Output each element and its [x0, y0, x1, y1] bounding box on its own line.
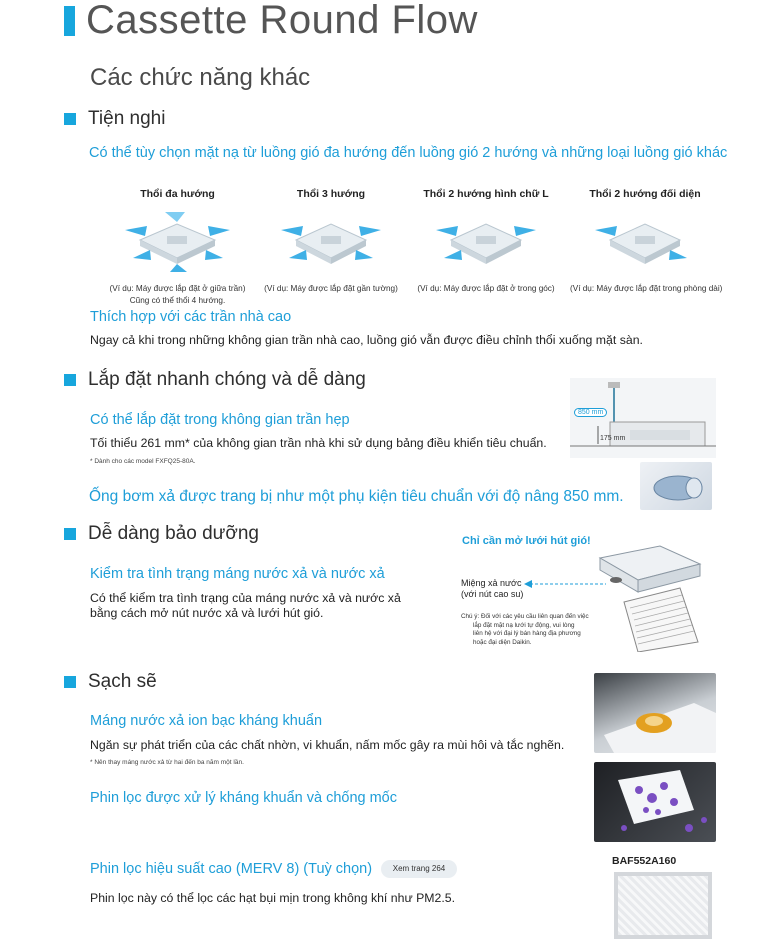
page-subtitle: Các chức năng khác — [90, 64, 311, 91]
filter-photo — [594, 762, 716, 842]
airflow-label: Thổi đa hướng — [140, 188, 215, 200]
airflow-caption-2: Cũng có thể thổi 4 hướng. — [129, 296, 226, 305]
airflow-caption: (Ví dụ: Máy được lắp đặt trong phòng dài) — [570, 284, 723, 293]
section-marker-icon — [64, 528, 76, 540]
drain-pan-photo — [594, 673, 716, 753]
airflow-card-opposite — [570, 188, 723, 295]
page-title: Cassette Round Flow — [86, 0, 478, 42]
merv-filter-photo — [614, 872, 712, 939]
narrow-ceiling-note: * Dành cho các model FXFQ25-80A. — [90, 458, 196, 465]
drain-pump-photo — [640, 462, 712, 510]
filter-model: BAF552A160 — [612, 855, 677, 867]
drain-outlet-label-line-1: Miệng xả nước — [461, 578, 522, 588]
drain-pan-note: * Nên thay máng nước xả từ hai đến ba năm một lần. — [90, 759, 244, 766]
drain-pump-text: Ống bơm xả được trang bị như một phụ kiện tiêu chuẩn với độ nâng 850 mm. — [89, 488, 624, 505]
note-line: hoặc đại diện Daikin. — [473, 638, 532, 646]
filter-mold-icon — [594, 762, 716, 842]
high-ceiling-title: Thích hợp với các trần nhà cao — [90, 309, 292, 325]
airflow-label: Thổi 2 hướng đối diện — [589, 188, 701, 200]
section-marker-icon — [64, 676, 76, 688]
airflow-caption: (Ví dụ: Máy được lắp đặt ở giữa trần) — [109, 284, 246, 293]
section-heading-install: Lắp đặt nhanh chóng và dễ dàng — [88, 369, 366, 390]
airflow-three-icon — [256, 200, 406, 278]
narrow-ceiling-title: Có thể lắp đặt trong không gian trần hẹp — [90, 412, 350, 428]
lift-label: 850 mm — [574, 408, 607, 417]
drain-pan-text: Ngăn sự phát triển của các chất nhờn, vi khuẩn, nấm mốc gây ra mùi hôi và tắc nghẽn. — [90, 738, 565, 752]
section-heading-maintenance: Dễ dàng bảo dưỡng — [88, 523, 259, 544]
airflow-multi-icon — [95, 200, 260, 278]
drain-pan-icon — [594, 673, 716, 753]
section-heading-clean: Sạch sẽ — [88, 671, 157, 692]
airflow-opposite-icon — [570, 200, 720, 278]
drain-outlet-label-line-2: (với nút cao su) — [461, 589, 524, 599]
section-marker-icon — [64, 374, 76, 386]
merv-filter-text: Phin lọc này có thể lọc các hạt bụi mịn trong không khí như PM2.5. — [90, 891, 456, 905]
airflow-card-three — [256, 188, 406, 295]
see-page-link[interactable]: Xem trang 264 — [381, 860, 457, 878]
section-heading-comfort: Tiện nghi — [88, 108, 166, 129]
merv-filter-title: Phin lọc hiệu suất cao (MERV 8) (Tuỳ chọn) — [90, 861, 373, 877]
callout-open-grille: Chỉ cần mở lưới hút gió! — [462, 535, 591, 547]
title-accent-bar — [64, 6, 75, 36]
airflow-label: Thổi 2 hướng hình chữ L — [423, 188, 549, 200]
airflow-card-l — [411, 188, 561, 295]
ceiling-diagram-icon — [570, 378, 716, 458]
airflow-caption: (Ví dụ: Máy được lắp đặt gần tường) — [264, 284, 398, 293]
airflow-label: Thổi 3 hướng — [296, 188, 366, 200]
ceiling-diagram — [570, 378, 716, 458]
depth-label: 175 mm — [600, 435, 626, 442]
note-line: Chú ý: Đối với các yêu cầu liên quan đến việc — [461, 613, 589, 620]
airflow-card-multi — [95, 188, 260, 307]
note-line: lắp đặt mặt nạ lưới tự động, vui lòng — [473, 621, 575, 629]
airflow-caption: (Ví dụ: Máy được lắp đặt ở trong góc) — [417, 284, 555, 293]
comfort-intro: Có thể tùy chọn mặt nạ từ luồng gió đa hướng đến luồng gió 2 hướng và những loại luồng gió khác — [89, 145, 728, 161]
high-ceiling-text: Ngay cả khi trong những không gian trần nhà cao, luồng gió vẫn được điều chỉnh thổi xuống mặt sàn. — [90, 333, 643, 347]
drain-pump-icon — [640, 462, 712, 510]
check-title: Kiểm tra tình trạng máng nước xả và nước xả — [90, 566, 385, 582]
drain-pan-title: Máng nước xả ion bạc kháng khuẩn — [90, 713, 323, 729]
airflow-l-shape-icon — [411, 200, 561, 278]
drain-outlet-label — [461, 578, 523, 600]
narrow-ceiling-text: Tối thiểu 261 mm* của không gian trần nhà khi sử dụng bảng điều khiển tiêu chuẩn. — [90, 436, 547, 450]
open-grille-unit-icon — [520, 540, 716, 652]
note-line: liên hệ với đại lý bán hàng địa phương — [473, 630, 581, 637]
check-text-line-2: bằng cách mở nút nước xả và lưới hút gió. — [90, 606, 324, 620]
section-marker-icon — [64, 113, 76, 125]
check-text-line-1: Có thể kiểm tra tình trạng của máng nước xả và nước xả — [90, 591, 401, 605]
filter-title: Phin lọc được xử lý kháng khuẩn và chống mốc — [90, 790, 397, 806]
